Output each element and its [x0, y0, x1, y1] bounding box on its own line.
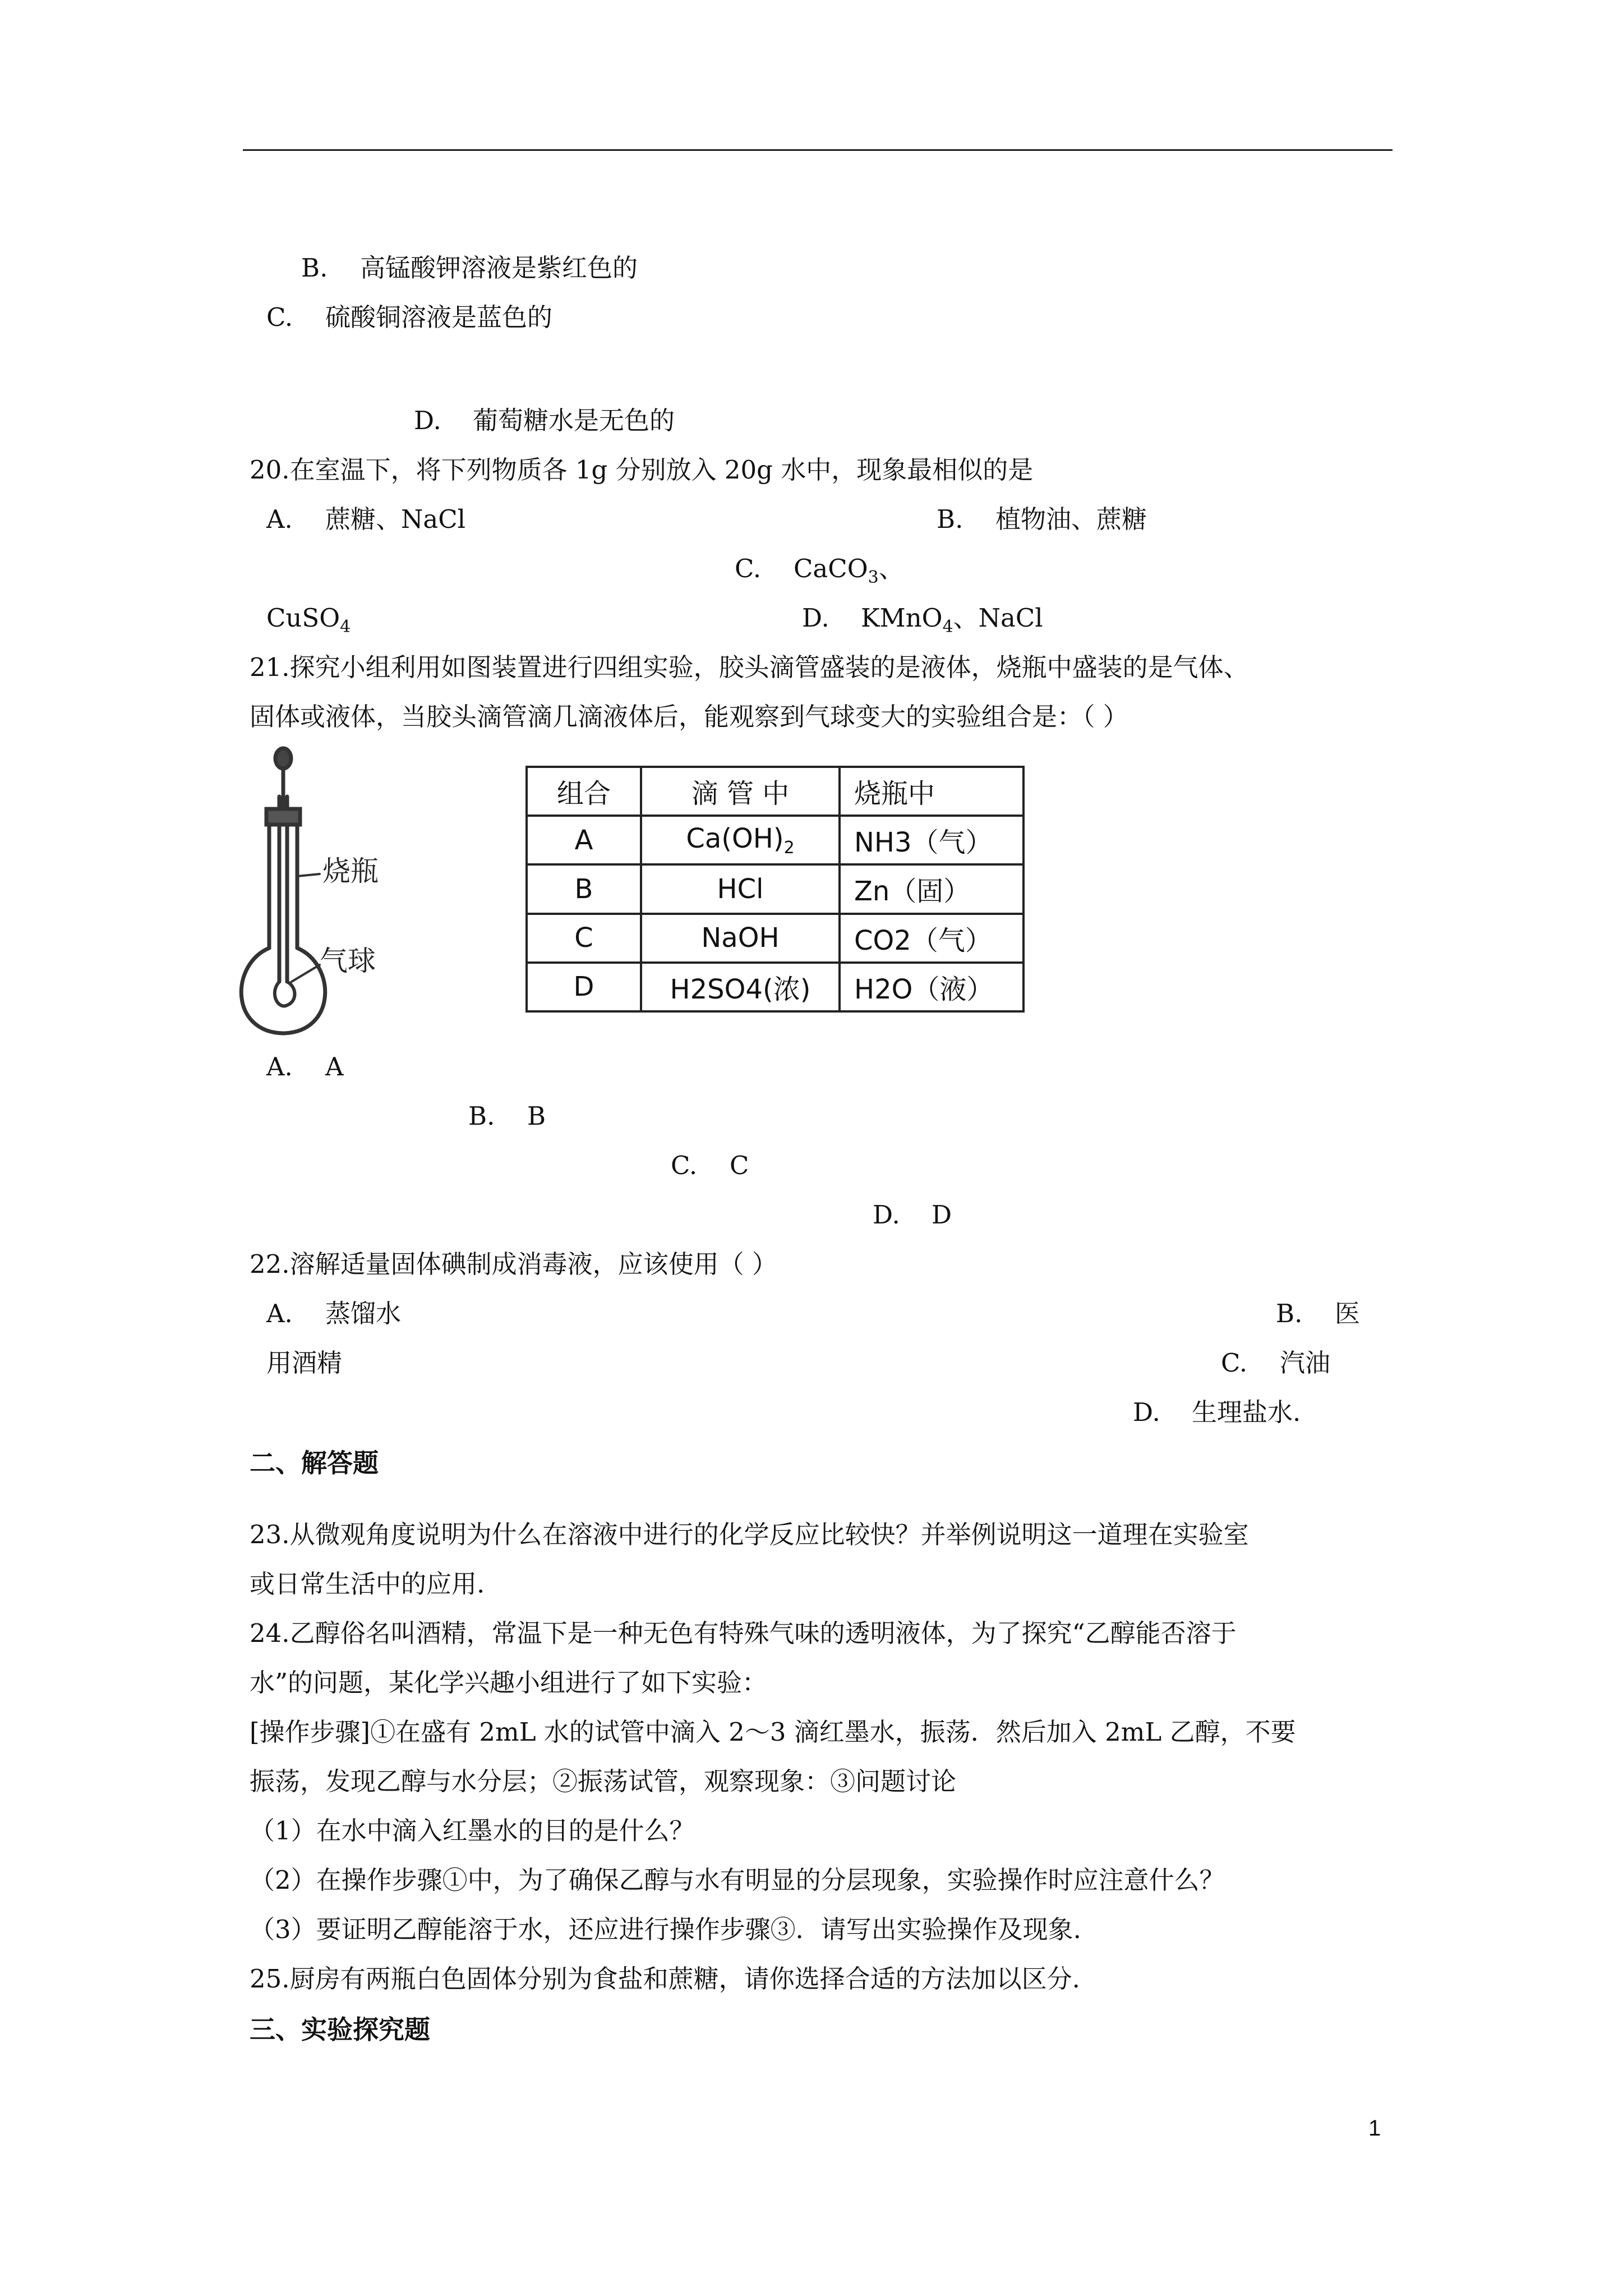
table-header-row	[527, 767, 1023, 816]
table-cell-dropper: HCl	[641, 864, 840, 913]
q20-option-d: D. KMnO$_4$、NaCl	[802, 603, 1043, 637]
q23-line2: 或日常生活中的应用.	[250, 1569, 485, 1599]
q24-sub1: （1）在水中滴入红墨水的目的是什么？	[250, 1816, 695, 1846]
q21-option-a: A. A	[266, 1052, 344, 1082]
q20-option-c: C. CaCO$_3$、	[735, 554, 904, 587]
table-cell-group: A	[527, 816, 641, 864]
q22-option-c: C. 汽油	[1221, 1348, 1331, 1378]
q22-option-a: A. 蒸馏水	[266, 1299, 402, 1328]
table-cell-flask: NH3（气）	[840, 816, 1023, 864]
table-header-cell: 烧瓶中	[840, 767, 1023, 816]
table-header-cell: 组合	[527, 767, 641, 816]
q20-option-c-continuation: CuSO$_4$	[266, 603, 351, 637]
table-cell-flask: Zn（固）	[840, 864, 1023, 913]
q19-option-d: D. 葡萄糖水是无色的	[414, 406, 675, 435]
figure-label-flask: 烧瓶	[322, 855, 379, 887]
q20-option-b: B. 植物油、蔗糖	[937, 504, 1147, 534]
page-number: 1	[1368, 2116, 1381, 2141]
q24-line4: 振荡，发现乙醇与水分层；②振荡试管，观察现象：③问题讨论	[250, 1766, 957, 1796]
table-cell-group: B	[527, 864, 641, 913]
q24-sub3: （3）要证明乙醇能溶于水，还应进行操作步骤③．请写出实验操作及现象.	[250, 1915, 1081, 1944]
q21-stem-line2: 固体或液体，当胶头滴管滴几滴液体后，能观察到气球变大的实验组合是：（ ）	[250, 702, 1128, 731]
table-cell-dropper: H2SO4(浓)	[641, 963, 840, 1011]
q23-line1: 23.从微观角度说明为什么在溶液中进行的化学反应比较快？并举例说明这一道理在实验室	[250, 1520, 1249, 1549]
table-row	[527, 963, 1023, 1011]
table-row	[527, 816, 1023, 864]
section-two-heading: 二、解答题	[250, 1448, 379, 1478]
section-three-heading: 三、实验探究题	[250, 2014, 430, 2045]
table-row	[527, 914, 1023, 963]
q21-option-c: C. C	[671, 1151, 749, 1180]
q20-stem: 20.在室温下，将下列物质各 1g 分别放入 20g 水中，现象最相似的是	[250, 455, 1034, 485]
q24-line3: [操作步骤]①在盛有 2mL 水的试管中滴入 2～3 滴红墨水，振荡．然后加入 2mL 乙醇，不要	[250, 1717, 1296, 1747]
table-cell-flask: H2O（液）	[840, 963, 1023, 1011]
table-row	[527, 864, 1023, 913]
table-cell-flask: CO2（气）	[840, 914, 1023, 963]
table-cell-group: C	[527, 914, 641, 963]
q22-option-d: D. 生理盐水.	[1133, 1397, 1301, 1427]
figure-label-balloon: 气球	[320, 945, 376, 977]
q25-line1: 25.厨房有两瓶白色固体分别为食盐和蔗糖，请你选择合适的方法加以区分.	[250, 1964, 1080, 1994]
q22-stem: 22.溶解适量固体碘制成消毒液，应该使用（ ）	[250, 1249, 777, 1279]
q21-option-d: D. D	[873, 1200, 952, 1230]
q24-line2: 水”的问题，某化学兴趣小组进行了如下实验：	[250, 1668, 768, 1697]
table-cell-dropper: $Ca(OH)_2$	[641, 816, 840, 864]
q21-stem-line1: 21.探究小组利用如图装置进行四组实验，胶头滴管盛装的是液体，烧瓶中盛装的是气体、	[250, 652, 1249, 682]
experiment-table	[525, 766, 1025, 1013]
table-cell-group: D	[527, 963, 641, 1011]
q22-option-b: B. 医	[1276, 1299, 1361, 1328]
header-rule	[243, 149, 1393, 151]
flask-apparatus-figure	[236, 746, 477, 1038]
table-header-cell: 滴 管 中	[641, 767, 840, 816]
q20-option-a: A. 蔗糖、NaCl	[266, 504, 466, 534]
table-cell-dropper: NaOH	[641, 914, 840, 963]
q21-option-b: B. B	[468, 1101, 546, 1131]
q22-option-b-continuation: 用酒精	[266, 1348, 343, 1378]
q24-line1: 24.乙醇俗名叫酒精，常温下是一种无色有特殊气味的透明液体，为了探究“乙醇能否溶于	[250, 1618, 1237, 1648]
q19-option-b: B. 高锰酸钾溶液是紫红色的	[301, 253, 638, 283]
q19-option-c: C. 硫酸铜溶液是蓝色的	[266, 302, 553, 332]
q24-sub2: （2）在操作步骤①中，为了确保乙醇与水有明显的分层现象，实验操作时应注意什么？	[250, 1865, 1225, 1895]
